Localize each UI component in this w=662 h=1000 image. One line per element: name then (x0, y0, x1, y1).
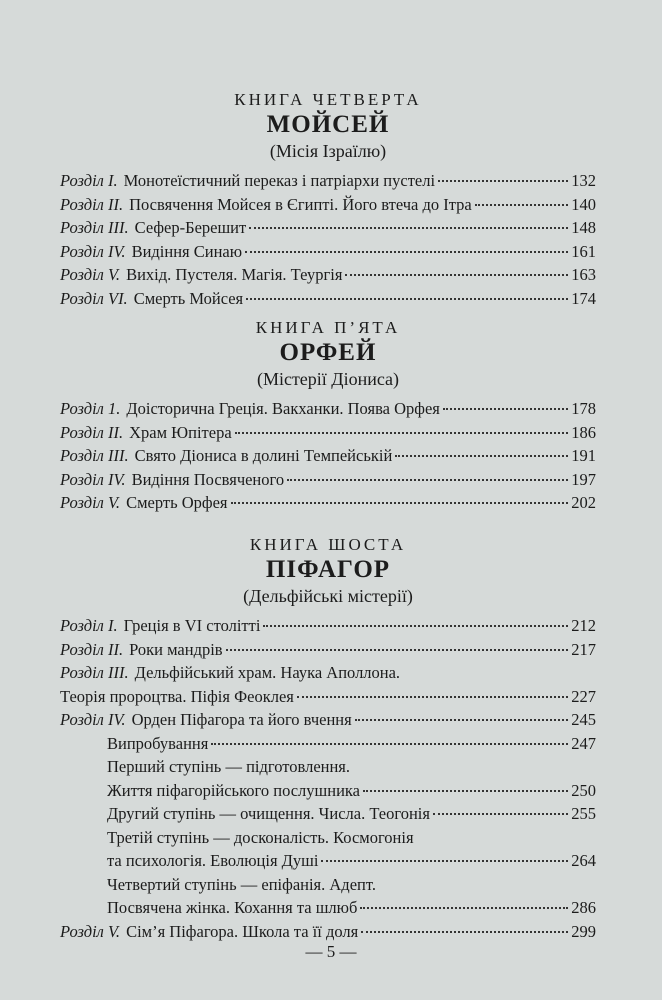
dot-leader (475, 204, 568, 206)
chapter-label: Розділ 1. (60, 399, 121, 418)
toc-entry (60, 468, 596, 492)
toc-entry (60, 216, 596, 240)
book-subtitle: (Містерії Діониса) (256, 369, 400, 389)
page-ref: 286 (571, 898, 596, 917)
toc-entry (60, 661, 596, 685)
chapter-title: та психологія. Еволюція Душі (107, 851, 319, 870)
chapter-title: Храм Юпітера (129, 422, 232, 442)
page-ref: 250 (571, 780, 596, 800)
chapter-title: Доісторична Греція. Вакханки. Поява Орфея (126, 399, 440, 418)
dot-leader (360, 907, 568, 909)
toc-entry (60, 920, 596, 944)
chapter-title: Четвертий ступінь — епіфанія. Адепт. (107, 874, 376, 894)
chapter-title: Монотеїстичний переказ і патріархи пустелі (123, 171, 436, 190)
chapter-title: Посвячена жінка. Кохання та шлюб (107, 898, 358, 917)
book-header: КНИГА ЧЕТВЕРТА (234, 90, 422, 109)
page-ref: 174 (571, 288, 596, 308)
book-five (60, 317, 596, 515)
toc-entry (60, 638, 596, 662)
toc-entry (60, 708, 596, 732)
toc-entry (60, 779, 596, 803)
chapter-title: Видіння Синаю (131, 241, 243, 261)
chapter-label: Розділ III. (60, 446, 129, 465)
chapter-label: Розділ II. (60, 194, 124, 214)
page-ref: 264 (571, 851, 596, 870)
dot-leader (355, 719, 569, 721)
dot-leader (235, 432, 569, 434)
toc-entry (60, 240, 596, 264)
page-ref: 148 (571, 218, 596, 237)
dot-leader (245, 251, 568, 253)
chapter-title: Орден Піфагора та його вчення (131, 710, 352, 729)
chapter-title: Посвячення Мойсея в Єгипті. Його втеча до Ітра (129, 194, 472, 214)
toc-entry (60, 896, 596, 920)
page-ref: 255 (571, 804, 596, 823)
chapter-label: Розділ IV. (60, 710, 126, 729)
dot-leader (443, 408, 568, 410)
page-ref: 140 (571, 194, 596, 214)
book-title: ОРФЕЙ (279, 339, 377, 366)
book-header: КНИГА П’ЯТА (255, 318, 401, 337)
toc-entry (60, 685, 596, 709)
dot-leader (433, 813, 568, 815)
page-ref: 186 (571, 422, 596, 442)
chapter-label: Розділ III. (60, 663, 129, 682)
book-six (60, 534, 596, 943)
toc-entry (60, 263, 596, 287)
chapter-label: Розділ III. (60, 218, 129, 237)
dot-leader (438, 180, 568, 182)
chapter-title: Видіння Посвяченого (131, 469, 285, 489)
chapter-title: Свято Діониса в долині Темпейській (134, 446, 393, 465)
book-title: ПІФАГОР (265, 556, 391, 583)
toc-entry (60, 169, 596, 193)
chapter-title: Життя піфагорійського послушника (107, 780, 360, 800)
chapter-label: Розділ VI. (60, 288, 128, 308)
chapter-title: Сефер-Берешит (134, 218, 247, 237)
toc-entry (60, 873, 596, 897)
page-ref: 212 (571, 616, 596, 635)
chapter-title: Вихід. Пустеля. Магія. Теургія (126, 265, 343, 284)
page-ref: 178 (571, 399, 596, 418)
toc-entry (60, 614, 596, 638)
chapter-title: Теорія пророцтва. Піфія Феоклея (60, 686, 294, 706)
page-ref: 202 (571, 493, 596, 512)
chapter-title: Третій ступінь — досконалість. Космогонія (107, 827, 414, 847)
page-ref: 217 (571, 639, 596, 659)
chapter-label: Розділ I. (60, 616, 118, 635)
chapter-title: Сім’я Піфагора. Школа та її доля (126, 921, 359, 941)
dot-leader (226, 649, 569, 651)
page-ref: 132 (571, 171, 596, 190)
toc-entry (60, 732, 596, 756)
dot-leader (287, 479, 568, 481)
toc-entry (60, 287, 596, 311)
toc-entry (60, 755, 596, 779)
chapter-label: Розділ IV. (60, 241, 126, 261)
book-four (60, 89, 596, 310)
dot-leader (297, 696, 568, 698)
toc-entry (60, 491, 596, 515)
chapter-label: Розділ IV. (60, 469, 126, 489)
toc-entry (60, 444, 596, 468)
toc-entry (60, 849, 596, 873)
chapter-label: Розділ V. (60, 265, 121, 284)
chapter-title: Смерть Орфея (126, 493, 228, 512)
book-header: КНИГА ШОСТА (249, 535, 407, 554)
chapter-title: Випробування (107, 733, 209, 753)
dot-leader (231, 502, 569, 504)
toc-entry (60, 397, 596, 421)
chapter-title: Дельфійський храм. Наука Аполлона. (134, 663, 401, 682)
chapter-label: Розділ II. (60, 639, 124, 659)
page-ref: 245 (571, 710, 596, 729)
page-ref: 197 (571, 469, 596, 489)
dot-leader (246, 298, 568, 300)
chapter-title: Роки мандрів (129, 639, 223, 659)
dot-leader (263, 625, 568, 627)
chapter-title: Смерть Мойсея (133, 288, 244, 308)
book-subtitle: (Дельфійські містерії) (243, 586, 413, 606)
page-ref: 299 (571, 921, 596, 941)
page-ref: 163 (571, 265, 596, 284)
dot-leader (211, 743, 568, 745)
dot-leader (249, 227, 568, 229)
chapter-title: Греція в VI столітті (123, 616, 261, 635)
chapter-title: Перший ступінь — підготовлення. (107, 757, 351, 776)
page-ref: 247 (571, 733, 596, 753)
page-number: — 5 — (305, 942, 357, 961)
chapter-label: Розділ II. (60, 422, 124, 442)
page-ref: 191 (571, 446, 596, 465)
book-title: МОЙСЕЙ (266, 111, 390, 138)
dot-leader (361, 931, 568, 933)
dot-leader (345, 274, 568, 276)
toc-entry (60, 193, 596, 217)
chapter-label: Розділ V. (60, 921, 121, 941)
chapter-title: Другий ступінь — очищення. Числа. Теогонія (107, 804, 430, 823)
page-ref: 161 (571, 241, 596, 261)
chapter-label: Розділ V. (60, 493, 121, 512)
book-subtitle: (Місія Ізраїлю) (269, 141, 387, 161)
dot-leader (321, 860, 568, 862)
dot-leader (395, 455, 568, 457)
toc-entry (60, 826, 596, 850)
toc-entry (60, 802, 596, 826)
toc-entry (60, 421, 596, 445)
dot-leader (363, 790, 568, 792)
chapter-label: Розділ I. (60, 171, 118, 190)
page-ref: 227 (571, 686, 596, 706)
